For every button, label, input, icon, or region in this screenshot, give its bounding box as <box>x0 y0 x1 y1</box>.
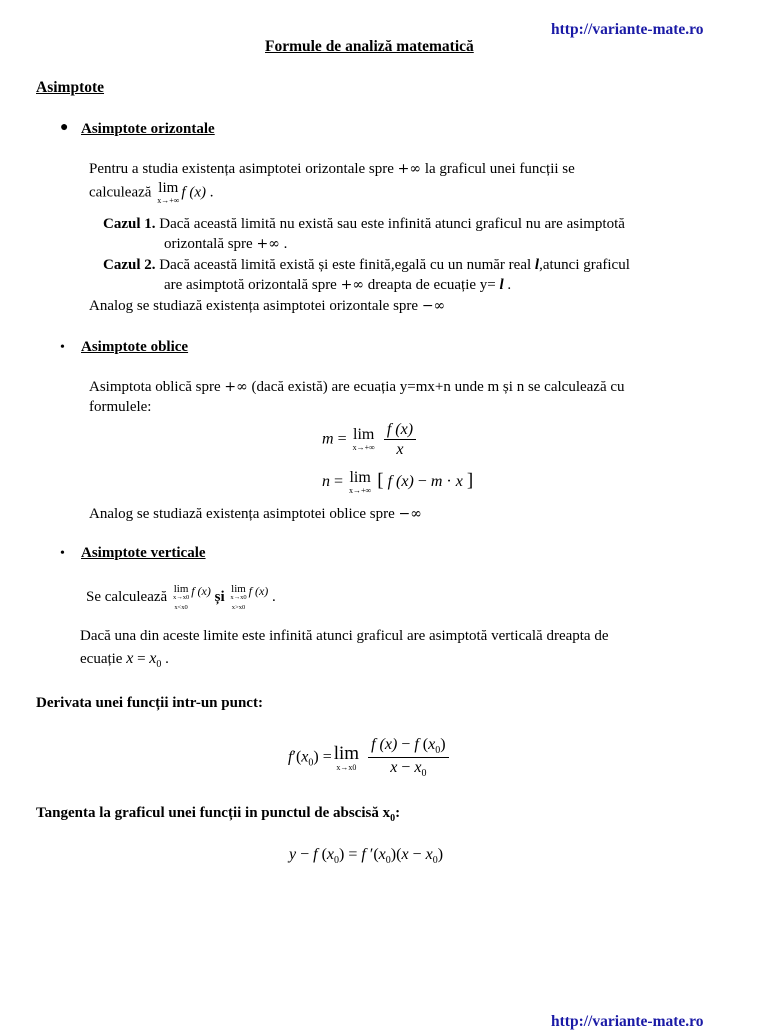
function-fx: f (x) <box>181 184 206 201</box>
cazul-2-text: Dacă această limită există și este finită,egală cu un număr real <box>159 257 532 273</box>
left-limit: lim x→x0 x<x0 <box>172 583 190 611</box>
oblice-formulele: formulele: <box>89 399 152 415</box>
cazul-1-label: Cazul 1. <box>103 216 156 232</box>
cazul-2: Cazul 2. Dacă această limită există și este finită,egală cu un număr real l,atunci graficul <box>103 257 630 273</box>
oblice-paragraph: Asimptota oblică spre +∞ (dacă există) are ecuația y=mx+n unde m și n se calculează cu <box>89 379 625 395</box>
verticale-ecuatie: ecuație $x = x_0$ . <box>80 650 169 670</box>
orizontale-p1a: Pentru a studia existența asimptotei orizontale spre <box>89 161 394 177</box>
verticale-limits-line: Se calculează lim x→x0 x<x0 $^{f (x)}$ și lim x→x0 x>x0 $^{f (x)}$ . <box>86 583 276 611</box>
cazul-1 <box>103 216 625 233</box>
header-link[interactable]: http://variante-mate.ro <box>551 21 704 38</box>
formula-derivata: $f'(x_0)$ = lim x→x0 $\frac{f (x) - f (x_0)}{x - x_0}$ <box>288 735 452 780</box>
bullet-icon: • <box>60 340 65 355</box>
derivata-heading: Derivata unei funcții intr-un punct: <box>36 695 263 711</box>
footer-link[interactable]: http://variante-mate.ro <box>551 1013 704 1030</box>
section-heading-asimptote: Asimptote <box>36 79 105 96</box>
tangenta-heading: Tangenta la graficul unei funcții in punctul de abscisă $x_0$: <box>36 805 401 824</box>
heading-verticale: Asimptote verticale <box>81 545 206 561</box>
verticale-text: Dacă una din aceste limite este infinită atunci graficul are asimptotă verticală dreapta de <box>80 628 609 644</box>
oblice-analog: Analog se studiază existența asimptotei oblice spre −∞ <box>89 506 422 522</box>
plus-infinity-symbol: +∞ <box>397 161 422 177</box>
formula-tangenta: y − f $(x_0) = f$ $'(x_0)(x - x_0)$ <box>289 846 444 867</box>
cazul-2-label: Cazul 2. <box>103 257 156 273</box>
limit-expression: lim x→+∞ <box>157 180 180 205</box>
formula-m: m = lim x→+∞ $\frac{f (x)}{x}$ <box>322 420 419 459</box>
heading-orizontale: Asimptote orizontale <box>81 121 215 137</box>
cazul-1-line2: orizontală spre +∞ . <box>164 236 288 252</box>
right-limit: lim x→x0 x>x0 <box>230 583 247 611</box>
bullet-icon: ● <box>60 120 69 135</box>
heading-oblice: Asimptote oblice <box>81 339 189 355</box>
orizontale-p1b: la graficul unei funcții se <box>424 161 575 177</box>
orizontale-p2: calculează <box>89 184 152 201</box>
orizontale-limit-line: calculează lim x→+∞ f (x) . <box>89 180 214 205</box>
cazul-2-line2: are asimptotă orizontală spre +∞ dreapta de ecuație y= l . <box>164 277 512 293</box>
orizontale-paragraph <box>89 161 575 178</box>
bullet-icon: • <box>60 546 65 561</box>
cazul-1-text: Dacă această limită nu există sau este infinită atunci graficul nu are asimptotă <box>159 216 625 232</box>
formula-n: n = lim x→+∞ [ f (x) − m · x ] <box>322 469 474 495</box>
orizontale-analog: Analog se studiază existența asimptotei orizontale spre −∞ <box>89 298 446 314</box>
page-title: Formule de analiză matematică <box>265 38 474 55</box>
